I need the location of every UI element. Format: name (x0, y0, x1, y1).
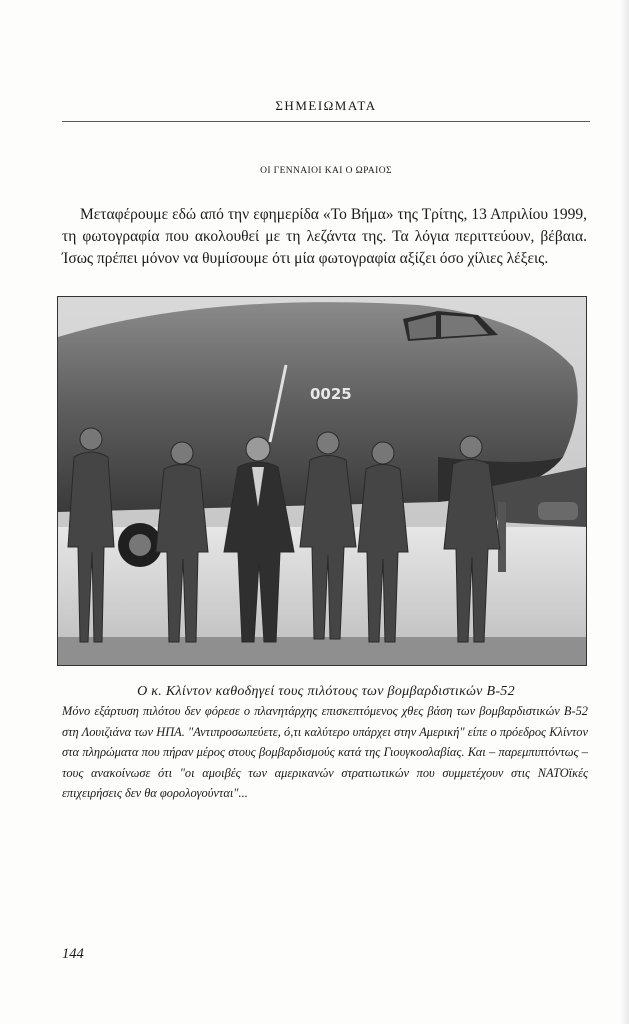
page-number: 144 (62, 946, 84, 962)
aircraft-number: 0025 (310, 385, 352, 403)
photo-illustration (58, 297, 586, 665)
intro-paragraph: Μεταφέρουμε εδώ από την εφημερίδα «Το Βήμα» της Τρίτης, 13 Απριλίου 1999, τη φωτογραφία που ακολουθεί με τη λεζάντα της. Τα λόγια περιττεύουν, βέβαια. Ίσως πρέπει μόνον να θυμίσουμε ότι μία φωτογραφία αξίζει όσο χίλιες λέξεις. (62, 206, 587, 267)
newspaper-photo (57, 296, 587, 666)
caption-title: Ο κ. Κλίντον καθοδηγεί τους πιλότους των βομβαρδιστικών Β-52 (137, 684, 515, 699)
header-rule (62, 121, 590, 122)
page-edge (619, 0, 629, 1024)
section-header: ΣΗΜΕΙΩΜΑΤΑ (275, 98, 377, 113)
caption-body: Μόνο εξάρτυση πιλότου δεν φόρεσε ο πλανητάρχης επισκεπτόμενος χθες βάση των βομβαρδιστικών Β-52 στη Λουιζιάνα των ΗΠΑ. "Αντιπροσωπεύετε, ό,τι καλύτερο υπάρχει στην Αμερική" είπε ο πρόεδρος Κλίντον στα πληρώματα που πήραν μέρος στους βομβαρδισμούς κατά της Γιουγκοσλαβίας. Και – παρεμπιπτόντως – τους ανακοίνωσε ότι "οι αμοιβές των αμερικανών στρατιωτικών που συμμετέχουν στις ΝΑΤΟϊκές επιχειρήσεις δεν θα φορολογούνται"... (62, 704, 588, 800)
article-title: ΟΙ ΓΕΝΝΑΙΟΙ ΚΑΙ Ο ΩΡΑΙΟΣ (260, 166, 392, 176)
